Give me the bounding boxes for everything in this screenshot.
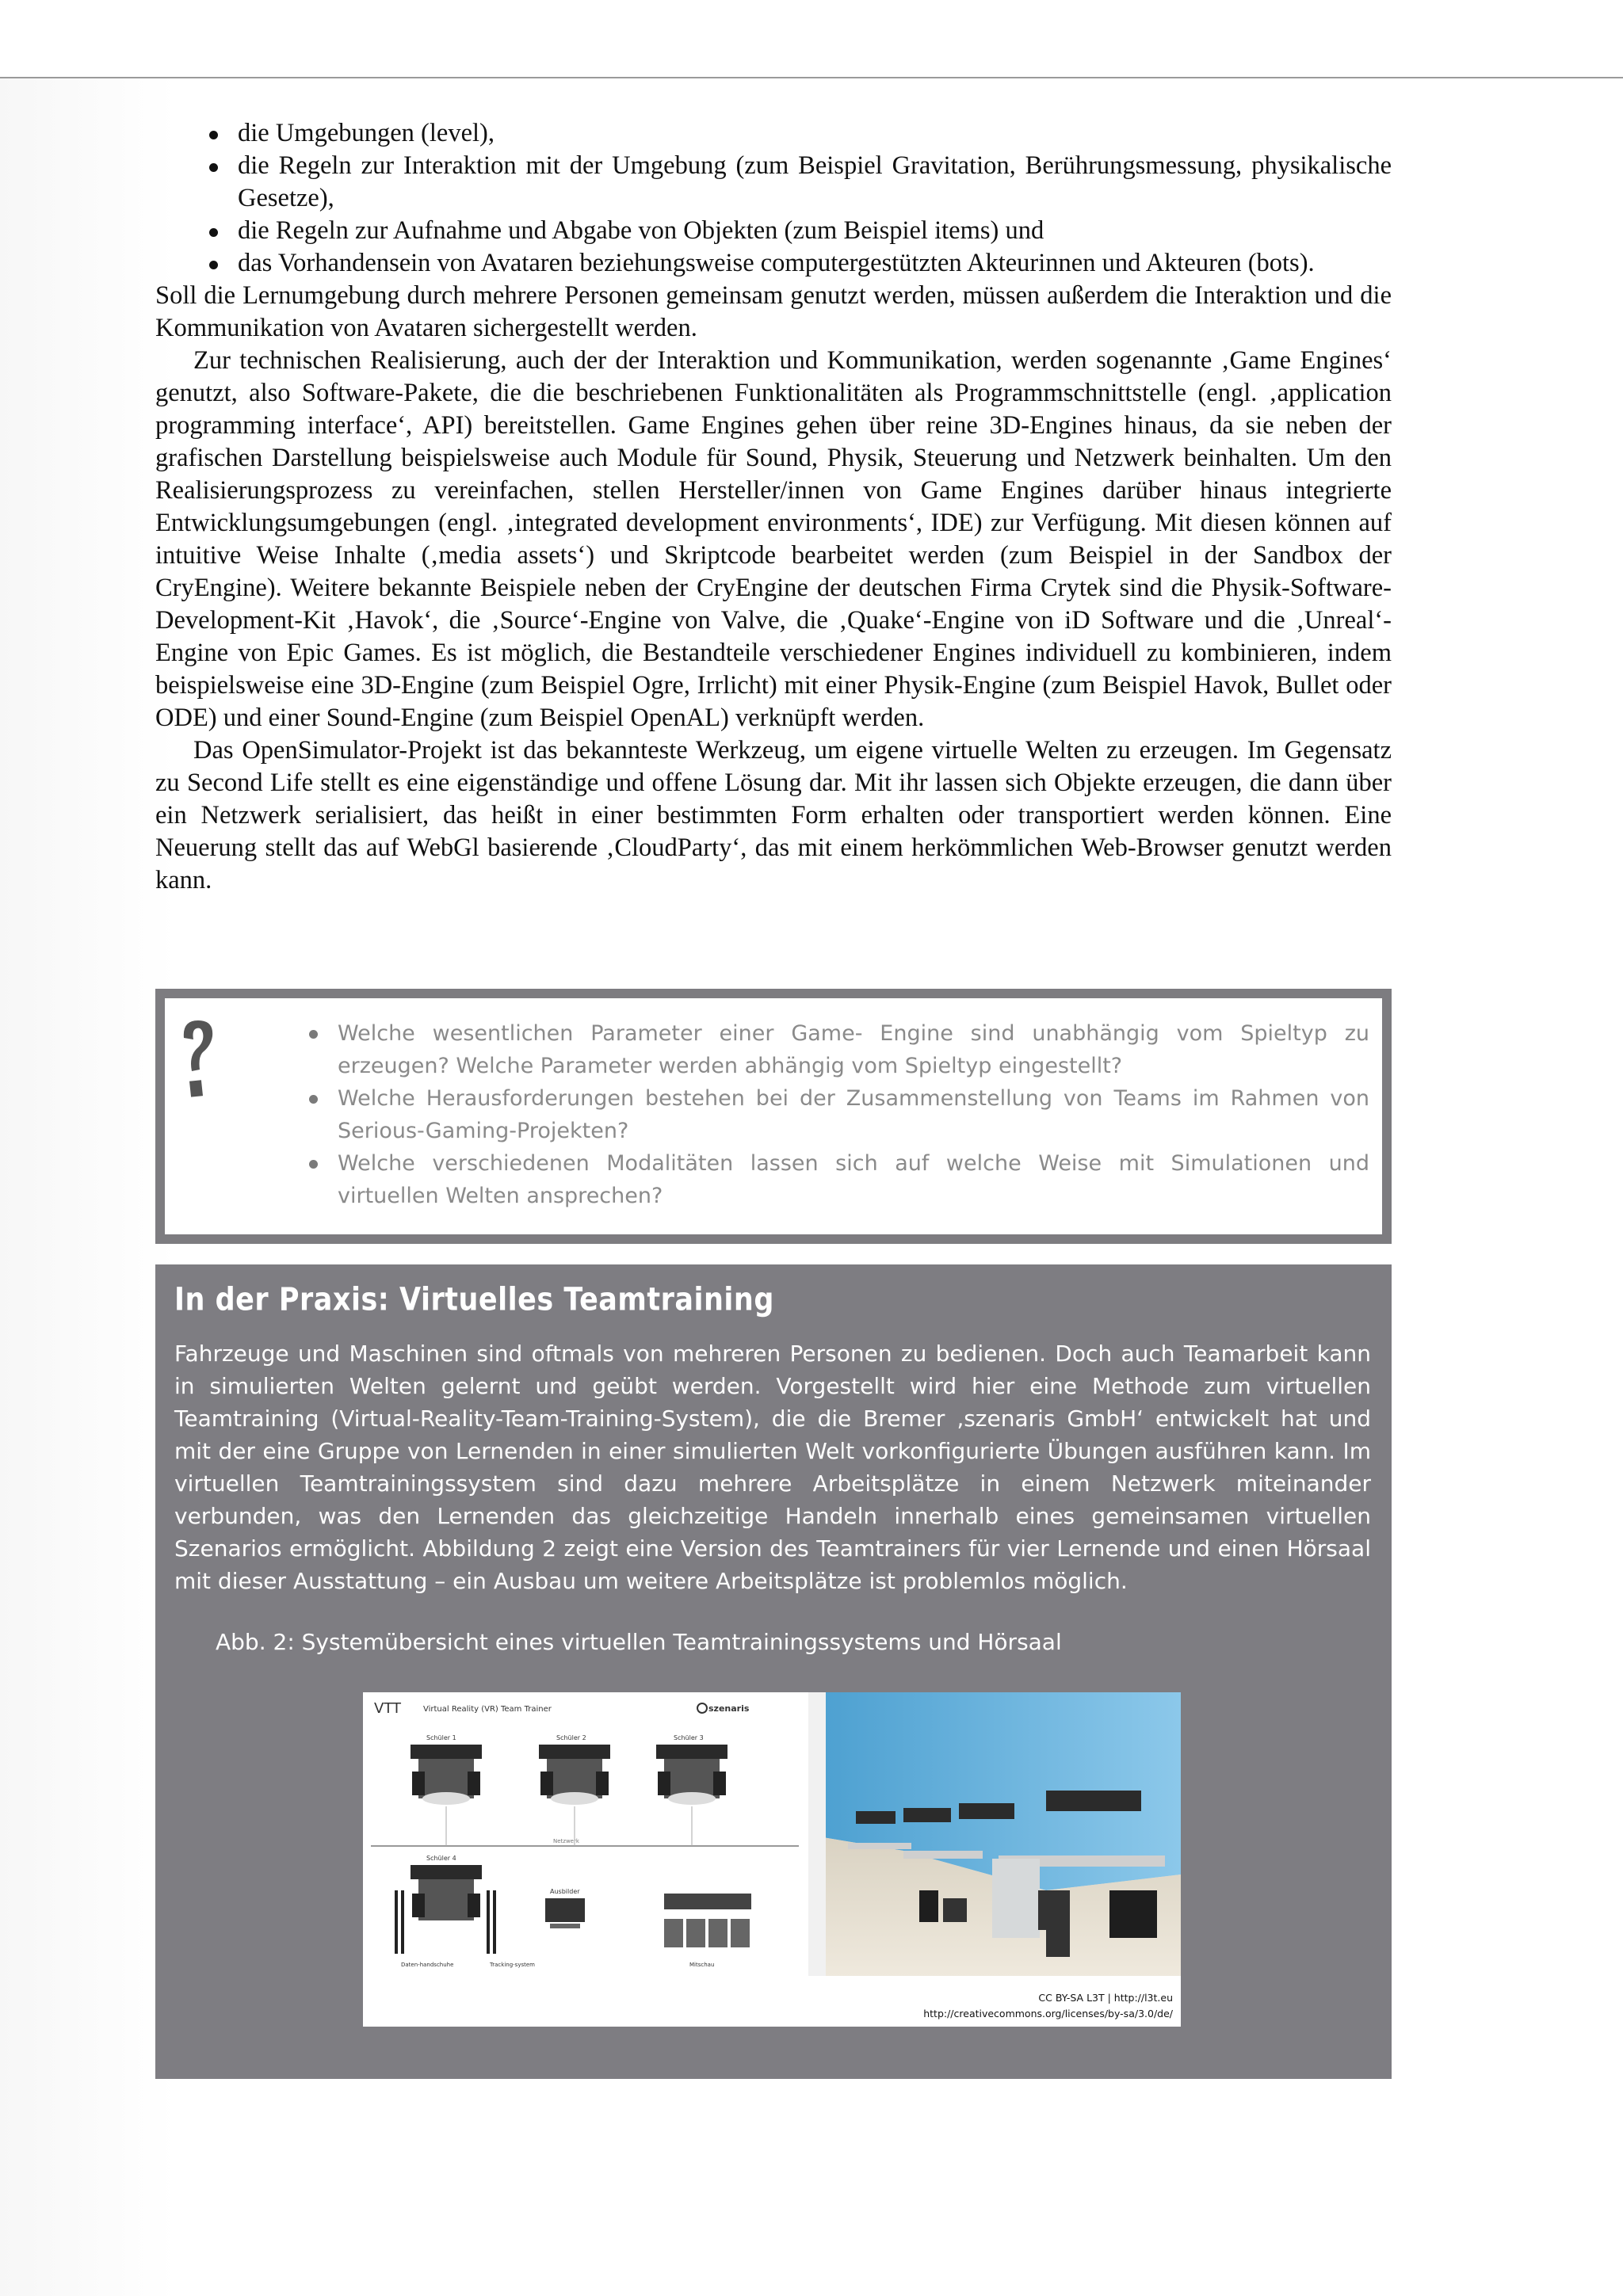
figure-2 (363, 1692, 1181, 2027)
figure-caption: Abb. 2: Systemübersicht eines virtuellen Teamtrainingssystems und Hörsaal (216, 1629, 1062, 1655)
credit-link: http://creativecommons.org/licenses/by-sa/3.0/de/ (923, 2008, 1173, 2019)
page-margin-shade (0, 78, 176, 2296)
vtt-logo: VTT (374, 1700, 401, 1717)
brand-mark-icon (697, 1703, 707, 1713)
paragraph: Zur technischen Realisierung, auch der der Interaktion und Kommunikation, werden sogenannte ‚Game Engines‘ genutzt, also Software-Pakete, die die beschriebenen Funktionalitäten als Programmschnittstelle (engl. ‚application programming interface‘, API) bereitstellen. Game Engines gehen über reine 3D-Engines hinaus, da sie neben der grafischen Darstellung beispielsweise auch Module für Sound, Physik, Steuerung und Netzwerk beinhalten. Um den Realisierungsprozess zu vereinfachen, stellen Hersteller/innen von Game Engines darüber hinaus integrierte Entwicklungsumgebungen (engl. ‚integrated development environments‘, IDE) zur Verfügung. Mit diesen können auf intuitive Weise Inhalte (‚media assets‘) und Skriptcode bearbeitet werden (zum Beispiel in der Sandbox der CryEngine). Weitere bekannte Beispiele neben der CryEngine der deutschen Firma Crytek sind die Physik-Software-Development-Kit ‚Havok‘, die ‚Source‘-Engine von Valve, die ‚Quake‘-Engine von iD Software und die ‚Unreal‘-Engine von Epic Games. Es ist möglich, die Bestandteile verschiedener Engines individuell zu kombinieren, indem beispielsweise eine 3D-Engine (zum Beispiel Ogre, Irrlicht) mit einer Physik-Engine (zum Beispiel Havok, Bullet oder ODE) und einer Sound-Engine (zum Beispiel OpenAL) verknüpft werden. (155, 346, 1392, 732)
workstation-4 (395, 1855, 496, 1954)
partition-panel (992, 1859, 1040, 1938)
question-list (338, 1017, 1369, 1212)
paragraph: Soll die Lernumgebung durch mehrere Personen gemeinsam genutzt werden, müssen außerdem die Interaktion und die Kommunikation von Avataren sichergestellt werden. (155, 281, 1392, 342)
engine-feature-list (155, 117, 1392, 280)
workstation-2 (539, 1734, 610, 1805)
tracking-label: Tracking-system (490, 1962, 535, 1968)
playback-displays (664, 1894, 751, 1968)
lecture-room-svg (808, 1692, 1181, 1976)
instructor-station (545, 1888, 585, 1928)
list-item: die Regeln zur Interaktion mit der Umgebung (zum Beispiel Gravitation, Berührungsmessung, physikalische Gesetze), (238, 150, 1392, 215)
question-mark-icon (179, 1017, 219, 1104)
practice-title: In der Praxis: Virtuelles Teamtraining (174, 1282, 774, 1318)
header-rule (0, 77, 1623, 78)
station-label: Schüler 4 (426, 1855, 456, 1862)
station-label: Schüler 2 (556, 1734, 586, 1741)
playback-label: Mitschau (689, 1962, 715, 1968)
lecture-room-photo (808, 1692, 1181, 1976)
question-box-inner (165, 998, 1382, 1234)
list-item: die Regeln zur Aufnahme und Abgabe von Objekten (zum Beispiel items) und (238, 215, 1392, 247)
main-text (155, 117, 1392, 897)
network-label: Netzwerk (553, 1838, 579, 1844)
workstation-3 (656, 1734, 727, 1805)
practice-box (155, 1264, 1392, 2079)
list-item: Welche wesentlichen Parameter einer Game- Engine sind unabhängig vom Spieltyp zu erzeugen? Welche Parameter werden abhängig vom Spieltyp eingestellt? (338, 1017, 1369, 1082)
list-item: Welche verschiedenen Modalitäten lassen sich auf welche Weise mit Simulationen und virtuellen Welten ansprechen? (338, 1147, 1369, 1212)
list-item: das Vorhandensein von Avataren beziehungsweise computergestützten Akteurinnen und Akteuren (bots). (238, 247, 1392, 280)
practice-text: Fahrzeuge und Maschinen sind oftmals von mehreren Personen zu bedienen. Doch auch Teamarbeit kann in simulierten Welten gelernt und geübt werden. Vorgestellt wird hier eine Methode zum virtuellen Teamtraining (Virtual-Reality-Team-Training-System), die die Bremer ‚szenaris GmbH‘ entwickelt hat und mit der eine Gruppe von Lernenden in einer simulierten Welt vorkonfigurierte Übungen ausführen kann. Im virtuellen Teamtrainingssystem sind dazu mehrere Arbeitsplätze in einem Netzwerk miteinander verbunden, was den Lernenden das gleichzeitige Handeln innerhalb eines gemeinsamen virtuellen Szenarios ermöglicht. Abbildung 2 zeigt eine Version des Teamtrainers für vier Lernende und einen Hörsaal mit dieser Ausstattung – ein Ausbau um weitere Arbeitsplätze ist problemlos möglich. (174, 1341, 1371, 1594)
credit-line: CC BY-SA L3T | http://l3t.eu (1038, 1992, 1173, 2004)
license-credit (923, 1990, 1173, 2022)
system-diagram (363, 1692, 807, 2027)
list-item: Welche Herausforderungen bestehen bei der Zusammenstellung von Teams im Rahmen von Serious-Gaming-Projekten? (338, 1082, 1369, 1147)
paragraph: Das OpenSimulator-Projekt ist das bekannteste Werkzeug, um eigene virtuelle Welten zu erzeugen. Im Gegensatz zu Second Life stellt es eine eigenständige und offene Lösung dar. Mit ihr lassen sich Objekte erzeugen, die dann über ein Netzwerk serialisiert, das heißt in einer bestimmten Form erhalten oder transportiert werden können. Eine Neuerung stellt das auf WebGl basierende ‚CloudParty‘, das mit einem herkömmlichen Web-Browser genutzt werden kann. (155, 736, 1392, 894)
glove-label: Daten-handschuhe (401, 1962, 454, 1968)
instructor-label: Ausbilder (550, 1888, 580, 1895)
brand-logo: szenaris (708, 1703, 750, 1714)
station-label: Schüler 1 (426, 1734, 456, 1741)
station-label: Schüler 3 (674, 1734, 704, 1741)
workstation-1 (411, 1734, 482, 1805)
question-box (155, 989, 1392, 1244)
diagram-header: Virtual Reality (VR) Team Trainer (423, 1705, 552, 1714)
system-diagram-svg (363, 1692, 807, 2027)
list-item: die Umgebungen (level), (238, 117, 1392, 150)
